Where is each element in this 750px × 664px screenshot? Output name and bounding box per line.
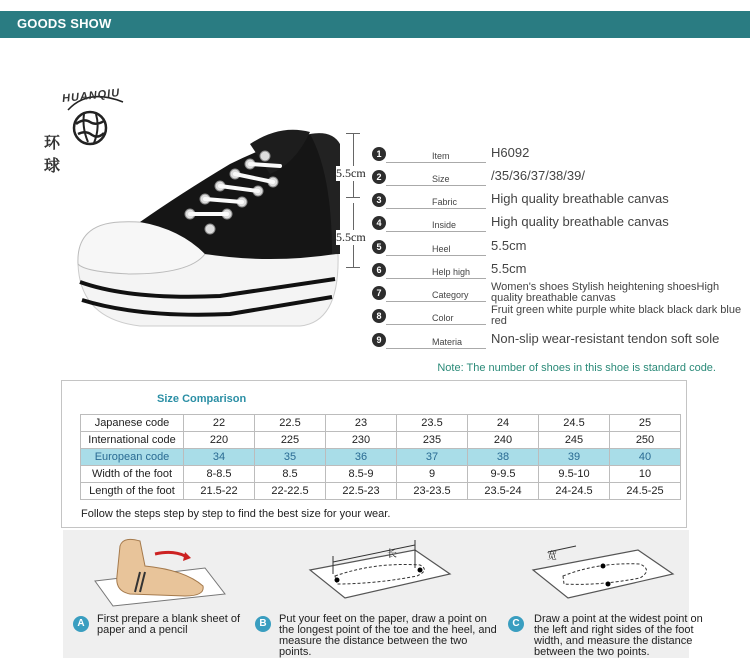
size-cell: 230	[326, 432, 397, 449]
size-cell: 39	[539, 449, 610, 466]
spec-divider	[386, 278, 486, 279]
logo-text-bottom: 环球	[44, 135, 95, 175]
dimension-tick	[346, 197, 360, 198]
size-cell: 24.5	[539, 415, 610, 432]
spec-divider	[386, 162, 486, 163]
size-cell: 24	[468, 415, 539, 432]
spec-value: H6092	[491, 145, 530, 160]
dimension-label-upper: 5.5cm	[336, 166, 366, 180]
spec-key: Category	[432, 290, 469, 300]
spec-key: Item	[432, 151, 450, 161]
spec-value: 5.5cm	[491, 261, 527, 276]
size-cell: 23.5-24	[468, 483, 539, 500]
size-table-row	[81, 466, 681, 483]
size-row-label: Width of the foot	[81, 466, 184, 483]
size-cell: 25	[610, 415, 681, 432]
size-cell: 23.5	[397, 415, 468, 432]
size-cell: 22-22.5	[255, 483, 326, 500]
spec-row	[372, 259, 732, 282]
size-row-label: Japanese code	[81, 415, 184, 432]
size-cell: 9-9.5	[468, 466, 539, 483]
step-a-badge: A	[73, 616, 89, 632]
spec-divider	[386, 231, 486, 232]
size-row-label: Length of the foot	[81, 483, 184, 500]
size-cell: 22.5-23	[326, 483, 397, 500]
size-comparison-title: Size Comparison	[157, 393, 247, 405]
size-cell: 36	[326, 449, 397, 466]
size-cell: 8.5-9	[326, 466, 397, 483]
spec-divider	[386, 255, 486, 256]
spec-key: Inside	[432, 220, 457, 230]
spec-number-icon: 9	[372, 333, 386, 347]
spec-divider	[386, 348, 486, 349]
spec-divider	[386, 324, 486, 325]
header-bar	[0, 11, 750, 38]
spec-row	[372, 282, 732, 305]
step-a-text: First prepare a blank sheet of paper and a pencil	[97, 613, 241, 636]
spec-value: Fruit green white purple white black black dark blue red	[491, 304, 742, 327]
spec-number-icon: 8	[372, 309, 386, 323]
spec-row	[372, 143, 732, 166]
spec-number-icon: 2	[372, 170, 386, 184]
size-table-row	[81, 432, 681, 449]
spec-key: Help high	[432, 267, 471, 277]
spec-row	[372, 189, 732, 212]
size-cell: 9	[397, 466, 468, 483]
spec-number-icon: 4	[372, 216, 386, 230]
size-comparison-panel	[61, 380, 687, 528]
size-cell: 9.5-10	[539, 466, 610, 483]
size-cell: 8-8.5	[184, 466, 255, 483]
spec-divider	[386, 185, 486, 186]
shoe-image	[70, 104, 350, 354]
size-cell: 37	[397, 449, 468, 466]
dimension-label-lower: 5.5cm	[336, 230, 366, 244]
size-cell: 24.5-25	[610, 483, 681, 500]
spec-divider	[386, 208, 486, 209]
size-cell: 8.5	[255, 466, 326, 483]
spec-value: /35/36/37/38/39/	[491, 168, 585, 183]
spec-number-icon: 5	[372, 240, 386, 254]
dimension-line-upper	[353, 133, 354, 197]
size-table-row	[81, 415, 681, 432]
size-cell: 220	[184, 432, 255, 449]
size-cell: 23-23.5	[397, 483, 468, 500]
spec-value: High quality breathable canvas	[491, 214, 669, 229]
spec-number-icon: 7	[372, 286, 386, 300]
size-row-label: International code	[81, 432, 184, 449]
length-label: 长	[387, 549, 397, 560]
spec-row	[372, 329, 732, 352]
step-b-badge: B	[255, 616, 271, 632]
step-c-badge: C	[508, 616, 524, 632]
spec-value: 5.5cm	[491, 238, 527, 253]
spec-key: Color	[432, 313, 454, 323]
step-c-text: Draw a point at the widest point on the left and right sides of the foot width, and measure the distance between the two points.	[534, 613, 703, 658]
width-label: 宽	[547, 551, 557, 562]
size-cell: 35	[255, 449, 326, 466]
size-note: Note: The number of shoes in this shoe is standard code.	[437, 362, 716, 374]
spec-value: High quality breathable canvas	[491, 191, 669, 206]
dimension-tick	[346, 267, 360, 268]
spec-key: Materia	[432, 337, 463, 347]
header-title: GOODS SHOW	[17, 16, 112, 31]
size-cell: 10	[610, 466, 681, 483]
size-cell: 245	[539, 432, 610, 449]
spec-value: Women's shoes Stylish heightening shoesHigh quality breathable canvas	[491, 281, 720, 304]
spec-number-icon: 1	[372, 147, 386, 161]
spec-number-icon: 3	[372, 193, 386, 207]
size-cell: 38	[468, 449, 539, 466]
spec-number-icon: 6	[372, 263, 386, 277]
spec-row	[372, 304, 742, 328]
size-row-label: European code	[81, 449, 184, 466]
spec-key: Heel	[432, 244, 451, 254]
dimension-tick	[346, 133, 360, 134]
size-cell: 250	[610, 432, 681, 449]
size-cell: 21.5-22	[184, 483, 255, 500]
step-b-text: Put your feet on the paper, draw a point on the longest point of the toe and the heel, and measure the distance between the two points.	[279, 613, 497, 658]
size-cell: 23	[326, 415, 397, 432]
size-cell: 34	[184, 449, 255, 466]
spec-value: Non-slip wear-resistant tendon soft sole	[491, 331, 720, 346]
size-table	[80, 414, 681, 500]
size-cell: 40	[610, 449, 681, 466]
follow-instructions: Follow the steps step by step to find the best size for your wear.	[81, 508, 391, 520]
size-cell: 24-24.5	[539, 483, 610, 500]
size-cell: 22	[184, 415, 255, 432]
canvas-shoe-icon	[70, 104, 350, 354]
size-cell: 225	[255, 432, 326, 449]
foot-on-paper-icon	[85, 536, 230, 608]
size-cell: 240	[468, 432, 539, 449]
spec-row	[372, 212, 732, 235]
size-cell: 235	[397, 432, 468, 449]
spec-row	[372, 236, 732, 259]
spec-key: Fabric	[432, 197, 458, 207]
measure-length-icon	[305, 540, 455, 606]
size-cell: 22.5	[255, 415, 326, 432]
size-table-row	[81, 449, 681, 466]
spec-divider	[386, 301, 486, 302]
spec-row	[372, 166, 732, 189]
spec-key: Size	[432, 174, 450, 184]
logo-text-top: HUANQIU	[61, 86, 121, 106]
size-table-row	[81, 483, 681, 500]
